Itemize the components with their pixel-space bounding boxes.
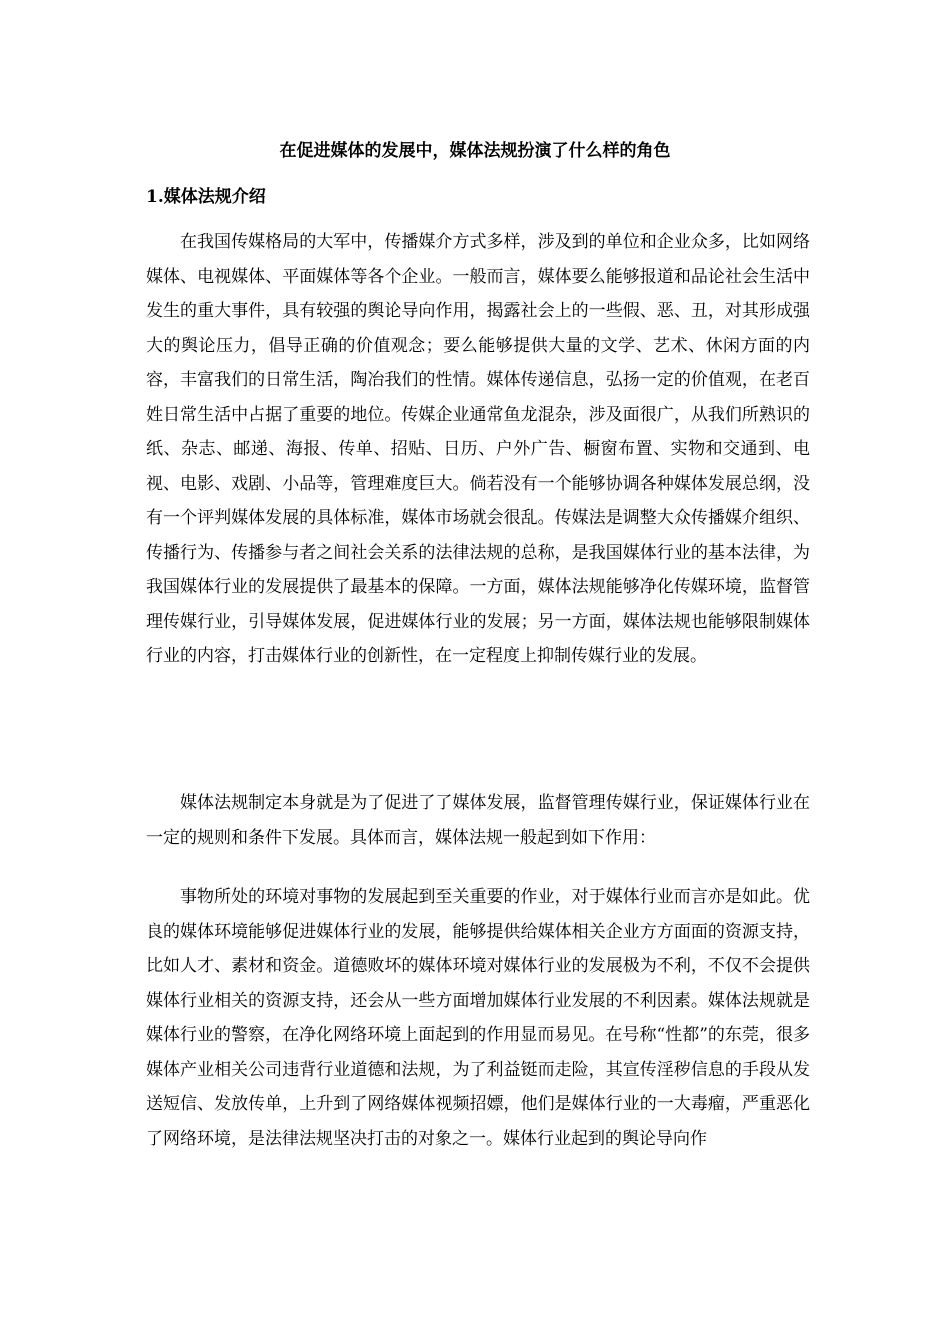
paragraph-2: 媒体法规制定本身就是为了促进了了媒体发展，监督管理传媒行业，保证媒体行业在一定的规则和条件下发展。具体而言，媒体法规一般起到如下作用：: [146, 793, 810, 848]
paragraph-1: 在我国传媒格局的大军中，传播媒介方式多样，涉及到的单位和企业众多，比如网络媒体、电视媒体、平面媒体等各个企业。一般而言，媒体要么能够报道和品论社会生活中发生的重大事件，具有较强的舆论导向作用，揭露社会上的一些假、恶、丑，对其形成强大的舆论压力，倡导正确的价值观念；要么能够提供大量的文学、艺术、休闲方面的内容，丰富我们的日常生活，陶冶我们的性情。媒体传递信息，弘扬一定的价值观，在老百姓日常生活中占据了重要的地位。传媒企业通常鱼龙混杂，涉及面很广，从我们所熟识的纸、杂志、邮递、海报、传单、招贴、日历、户外广告、橱窗布置、实物和交通到、电视、电影、戏剧、小品等，管理难度巨大。倘若没有一个能够协调各种媒体发展总纲，没有一个评判媒体发展的具体标准，媒体市场就会很乱。传媒法是调整大众传播媒介组织、传播行为、传播参与者之间社会关系的法律法规的总称，是我国媒体行业的基本法律，为我国媒体行业的发展提供了最基本的保障。一方面，媒体法规能够净化传媒环境，监督管理传媒行业，引导媒体发展，促进媒体行业的发展；另一方面，媒体法规也能够限制媒体行业的内容，打击媒体行业的创新性，在一定程度上抑制传媒行业的发展。: [146, 232, 810, 666]
paragraph-3-block: [146, 880, 810, 1156]
paragraph-1-block: [146, 225, 810, 674]
document-title: 在促进媒体的发展中，媒体法规扮演了什么样的角色: [279, 141, 671, 161]
section-heading: 1.媒体法规介绍: [146, 187, 266, 207]
paragraph-2-block: [146, 786, 810, 855]
paragraph-3: 事物所处的环境对事物的发展起到至关重要的作业，对于媒体行业而言亦是如此。优良的媒体环境能够促进媒体行业的发展，能够提供给媒体相关企业方方面面的资源支持，比如人才、素材和资金。道德败坏的媒体环境对媒体行业的发展极为不利，不仅不会提供媒体行业相关的资源支持，还会从一些方面增加媒体行业发展的不利因素。媒体法规就是媒体行业的警察，在净化网络环境上面起到的作用显而易见。在号称“性都”的东莞，很多媒体产业相关公司违背行业道德和法规，为了利益铤而走险，其宣传淫秽信息的手段从发送短信、发放传单，上升到了网络媒体视频招嫖，他们是媒体行业的一大毒瘤，严重恶化了网络环境，是法律法规坚决打击的对象之一。媒体行业起到的舆论导向作: [146, 887, 810, 1149]
